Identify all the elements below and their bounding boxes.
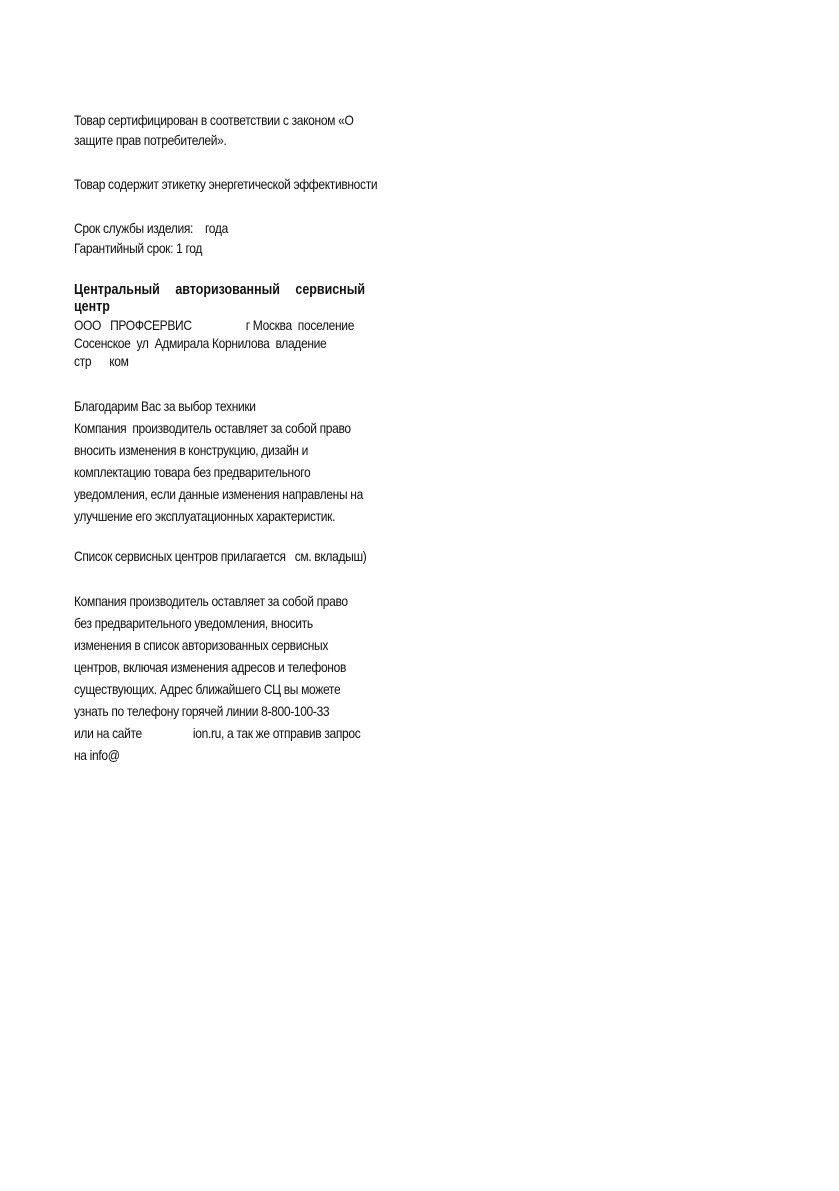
notice-line-1: Компания производитель оставляет за собой право [74,593,348,609]
service-center-address-line-3: стр ком [74,353,129,369]
thanks-line-2: Компания производитель оставляет за собой право [74,420,351,436]
thanks-line-6: улучшение его эксплуатационных характеристик. [74,508,336,524]
notice-line-3: изменения в список авторизованных сервисных [74,637,329,653]
certification-line-2: защите прав потребителей». [74,132,227,148]
service-life-block [74,218,358,258]
notice-line-5: существующих. Адрес ближайшего СЦ вы можете [74,681,341,697]
certification-line-1: Товар сертифицирован в соответствии с законом «О [74,112,354,128]
notice-line-7: или на сайте ion.ru, а так же отправив запрос [74,725,361,741]
service-list-block [74,546,367,566]
energy-label-block [74,174,378,194]
warranty-text: Гарантийный срок: 1 год [74,240,203,256]
notice-line-8: на info@ [74,747,120,763]
service-center-block [74,282,366,370]
energy-label-text: Товар содержит этикетку энергетической эффективности [74,176,378,192]
thanks-line-3: вносить изменения в конструкцию, дизайн и [74,442,308,458]
notice-line-6: узнать по телефону горячей линии 8-800-100-33 [74,703,330,719]
service-center-address-line-2: Сосенское ул Адмирала Корнилова владение [74,335,327,351]
service-center-heading-line-1: Центральный авторизованный сервисный [74,282,366,298]
service-life-text: Срок службы изделия: года [74,220,228,236]
certification-block [74,110,358,150]
thanks-line-1: Благодарим Вас за выбор техники [74,398,256,414]
service-center-address-line-1: ООО ПРОФСЕРВИС г Москва поселение [74,317,355,333]
service-center-heading-line-2: центр [74,299,110,315]
notice-line-4: центров, включая изменения адресов и телефонов [74,659,347,675]
notice-block [74,590,361,766]
thanks-block [74,395,363,527]
service-list-text: Список сервисных центров прилагается см. вкладыш) [74,548,367,564]
thanks-line-5: уведомления, если данные изменения направлены на [74,486,363,502]
notice-line-2: без предварительного уведомления, вносить [74,615,313,631]
thanks-line-4: комплектацию товара без предварительного [74,464,311,480]
